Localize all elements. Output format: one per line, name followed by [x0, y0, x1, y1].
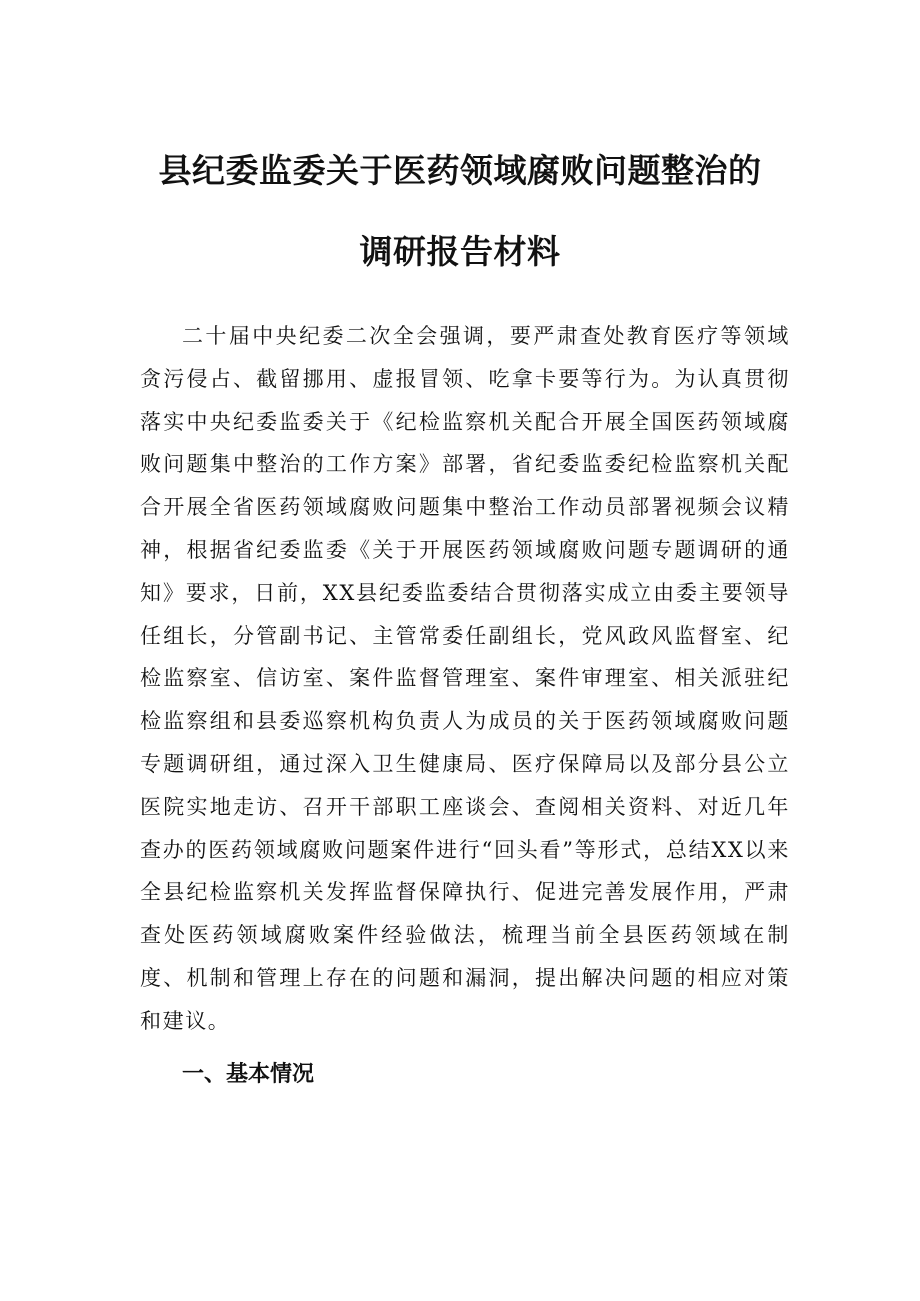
body-paragraph: 二十届中央纪委二次全会强调，要严肃查处教育医疗等领域贪污侵占、截留挪用、虚报冒领、吃拿卡要等行为。为认真贯彻落实中央纪委监委关于《纪检监察机关配合开展全国医药领域腐败问题集中整治的工作方案》部署，省纪委监委纪检监察机关配合开展全省医药领域腐败问题集中整治工作动员部署视频会议精神，根据省纪委监委《关于开展医药领域腐败问题专题调研的通知》要求，日前，XX县纪委监委结合贯彻落实成立由委主要领导任组长，分管副书记、主管常委任副组长，党风政风监督室、纪检监察室、信访室、案件监督管理室、案件审理室、相关派驻纪检监察组和县委巡察机构负责人为成员的关于医药领域腐败问题专题调研组，通过深入卫生健康局、医疗保障局以及部分县公立医院实地走访、召开干部职工座谈会、查阅相关资料、对近几年查办的医药领域腐败问题案件进行“回头看”等形式，总结XX以来全县纪检监察机关发挥监督保障执行、促进完善发展作用，严肃查处医药领域腐败案件经验做法，梳理当前全县医药领域在制度、机制和管理上存在的问题和漏洞，提出解决问题的相应对策和建议。: [140, 324, 790, 1033]
document-title-line-1: 县纪委监委关于医药领域腐败问题整治的: [158, 151, 762, 190]
document-title-line-2: 调研报告材料: [359, 232, 561, 271]
section-heading: 一、基本情况: [182, 1062, 315, 1087]
